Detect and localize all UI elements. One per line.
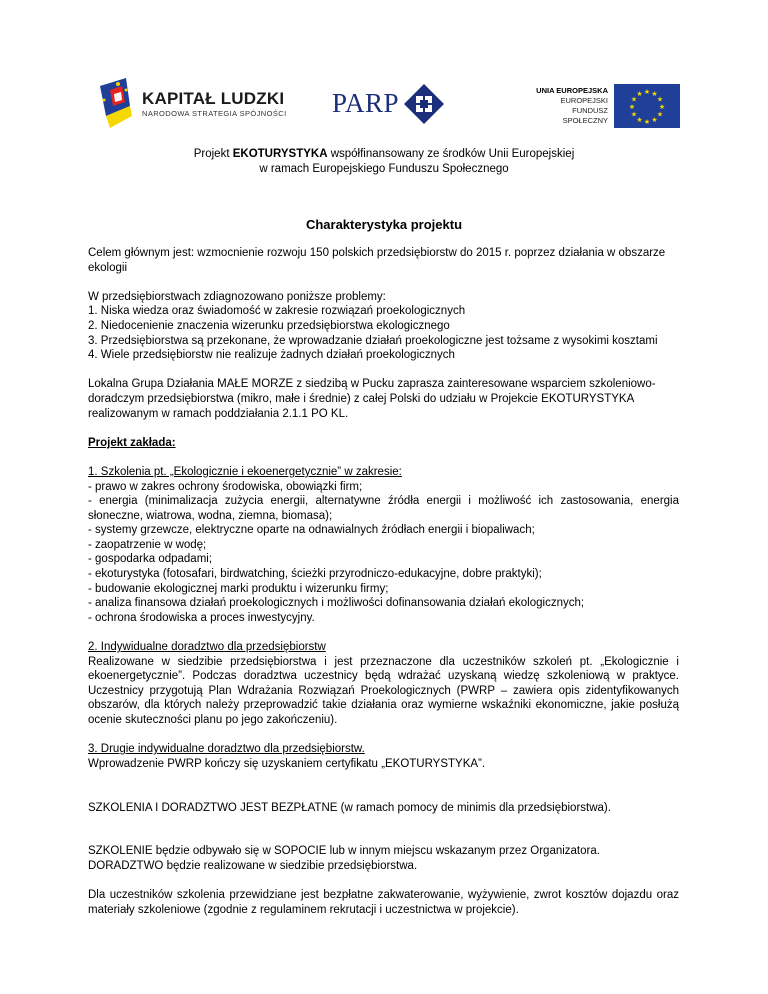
eu-logo: [526, 84, 686, 136]
svg-text:★: ★: [658, 103, 666, 111]
problem-item: 4. Wiele przedsiębiorstw nie realizuje żadnych działań proekologicznych: [88, 349, 455, 362]
svg-text:★: ★: [628, 103, 636, 111]
intro-line1: [120, 147, 648, 162]
section1-item: - gospodarka odpadami;: [88, 553, 213, 566]
svg-text:★: ★: [636, 90, 643, 98]
section1-item: - ekoturystyka (fotosafari, birdwatching, ścieżki przyrodniczo-edukacyjne, dobre praktyki);: [88, 568, 542, 581]
svg-text:★: ★: [651, 116, 658, 124]
svg-text:★: ★: [651, 90, 658, 98]
lgd-paragraph: Lokalna Grupa Działania MAŁE MORZE z siedzibą w Pucku zaprasza zainteresowane wsparciem szkoleniowo-doradczym przedsiębiorstwa (mikro, małe i średnie) z całej Polski do udziału w Projekcie EKOTURYSTYKA realizowanym w ramach poddziałania 2.1.1 PO KL.: [88, 378, 656, 420]
section1-item: - prawo w zakres ochrony środowiska, obowiązki firm;: [88, 480, 363, 493]
intro-suffix: współfinansowany ze środków Unii Europejskiej: [327, 148, 575, 160]
problem-item: 3. Przedsiębiorstwa są przekonane, że wprowadzanie działań proekologiczne jest tożsame z wysokimi kosztami: [88, 334, 658, 347]
problems-intro: W przedsiębiorstwach zdiagnozowano poniższe problemy:: [88, 290, 386, 303]
problem-item: 1. Niska wiedza oraz świadomość w zakresie rozwiązań proekologicznych: [88, 305, 466, 318]
section1-item: - analiza finansowa działań proekologicznych i możliwości dofinansowania działań ekologicznych;: [88, 597, 585, 610]
parp-emblem-icon: [404, 84, 444, 124]
section3-text: Wprowadzenie PWRP kończy się uzyskaniem certyfikatu „EKOTURYSTYKA”.: [88, 757, 486, 770]
svg-text:★: ★: [656, 95, 664, 104]
intro-line2: w ramach Europejskiego Funduszu Społecznego: [259, 163, 509, 175]
svg-text:★: ★: [630, 110, 638, 119]
location-line2: DORADZTWO będzie realizowane w siedzibie przedsiębiorstwa.: [88, 859, 418, 872]
eu-line3: FUNDUSZ SPOŁECZNY: [562, 106, 608, 125]
eu-title: UNIA EUROPEJSKA: [536, 86, 608, 95]
assumptions-heading: Projekt zakłada:: [88, 436, 176, 449]
section1-heading: 1. Szkolenia pt. „Ekologicznie i ekoenergetycznie” w zakresie:: [88, 465, 402, 478]
header-logos: [0, 70, 768, 140]
kapital-ludzki-text: [142, 90, 287, 118]
intro-text: [120, 147, 648, 177]
project-name: EKOTURYSTYKA: [232, 148, 328, 160]
section1-item: - budowanie ekologicznej marki produktu i wizerunku firmy;: [88, 582, 389, 595]
section2-heading: 2. Indywidualne doradztwo dla przedsiębiorstw: [88, 641, 326, 654]
section2-text: Realizowane w siedzibie przedsiębiorstwa i jest przeznaczone dla uczestników szkoleń pt. „Ekologicznie i ekoenergetycznie”. Podczas doradztwa uczestnicy będą wdrażać uzyskaną wiedzę szkoleniową w praktyce. Uczestnicy przygotują Plan Wdrażania Rozwiązań Proekologicznych (PWRP – zawiera opis zidentyfikowanych obszarów, dla których należy przeprowadzić takie działania oraz wymierne wskaźniki ekonomiczne, jakie posłużą ocenie skuteczności planu po jego zakończeniu).: [88, 655, 679, 726]
goal-paragraph: Celem głównym jest: wzmocnienie rozwoju 150 polskich przedsiębiorstw do 2015 r. poprzez działania w obszarze ekologii: [88, 247, 666, 274]
eu-flag-icon: [614, 84, 680, 128]
benefits-paragraph: Dla uczestników szkolenia przewidziane jest bezpłatne zakwaterowanie, wyżywienie, zwrot kosztów dojazdu oraz materiały szkoleniowe (zgodnie z regulaminem rekrutacji i uczestnictwa w projekcie).: [88, 889, 679, 916]
kapital-ludzki-emblem-icon: [96, 76, 136, 132]
free-note: SZKOLENIA I DORADZTWO JEST BEZPŁATNE (w ramach pomocy de minimis dla przedsiębiorstwa).: [88, 801, 611, 814]
intro-prefix: Projekt: [193, 148, 233, 160]
location-line1: SZKOLENIE będzie odbywało się w SOPOCIE lub w innym miejscu wskazanym przez Organizatora.: [88, 845, 600, 858]
document-body: [88, 246, 679, 917]
section1-item: - zaopatrzenie w wodę;: [88, 538, 207, 551]
eu-line2: EUROPEJSKI: [560, 96, 608, 105]
eu-text: [526, 86, 608, 126]
parp-logo: [332, 88, 442, 128]
problem-item: 2. Niedocenienie znaczenia wizerunku przedsiębiorstwa ekologicznego: [88, 319, 450, 332]
page-title: Charakterystyka projektu: [305, 217, 463, 232]
svg-text:★: ★: [643, 118, 651, 126]
kapital-ludzki-subtitle: NARODOWA STRATEGIA SPÓJNOŚCI: [142, 109, 287, 118]
parp-title: PARP: [332, 88, 400, 118]
svg-text:★: ★: [656, 110, 664, 119]
svg-text:★: ★: [636, 116, 643, 124]
section1-item: - systemy grzewcze, elektryczne oparte na odnawialnych źródłach energii i biopaliwach;: [88, 524, 535, 537]
section1-item: - ochrona środowiska a proces inwestycyjny.: [88, 611, 315, 624]
section1-item: - energia (minimalizacja zużycia energii, alternatywne źródła energii i możliwość ich zastosowania, energia słoneczne, wiatrowa, wodna, ziemna, biomasa);: [88, 495, 679, 522]
kapital-ludzki-title: KAPITAŁ LUDZKI: [142, 89, 285, 108]
section3-heading: 3. Drugie indywidualne doradztwo dla przedsiębiorstw.: [88, 743, 365, 756]
kapital-ludzki-logo: [96, 74, 296, 134]
svg-text:★: ★: [630, 95, 638, 104]
svg-text:★: ★: [643, 88, 651, 96]
